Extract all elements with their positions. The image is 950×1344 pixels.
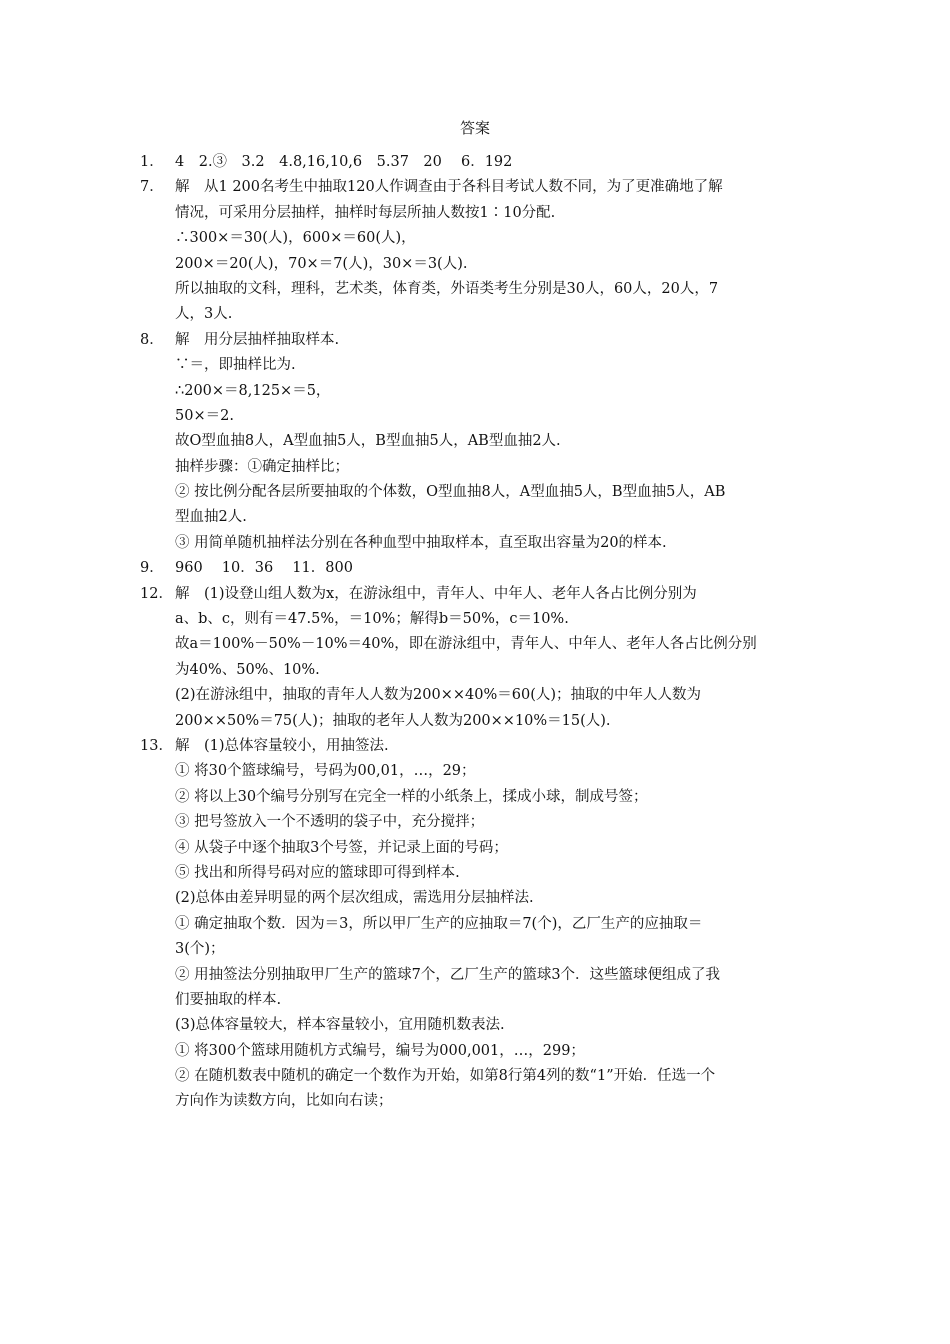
text-line xyxy=(140,759,820,784)
text-line xyxy=(140,607,820,632)
text-line xyxy=(140,556,820,581)
text-line xyxy=(140,861,820,886)
text-line xyxy=(140,505,820,530)
line-text: ⑤ 找出和所得号码对应的篮球即可得到样本. xyxy=(175,864,460,881)
line-text: 解 用分层抽样抽取样本. xyxy=(175,331,340,348)
text-line xyxy=(140,709,820,734)
item-number: 12． xyxy=(140,585,173,602)
item-number: 7． xyxy=(140,179,164,196)
line-text: ∴200×＝8,125×＝5， xyxy=(175,382,331,399)
line-text: ② 按比例分配各层所要抽取的个体数，O型血抽8人，A型血抽5人，B型血抽5人，AB xyxy=(175,484,726,501)
line-text: ② 在随机数表中随机的确定一个数作为开始，如第8行第4列的数“1”开始．任选一个 xyxy=(175,1068,716,1085)
text-line xyxy=(140,785,820,810)
text-line xyxy=(140,353,820,378)
line-text: a、b、c，则有＝47.5%，＝10%；解得b＝50%，c＝10%. xyxy=(175,611,569,628)
text-line xyxy=(140,455,820,480)
text-line xyxy=(140,1039,820,1064)
text-line xyxy=(140,1013,820,1038)
line-text: 抽样步骤：①确定抽样比； xyxy=(175,458,349,475)
line-text: 为40%、50%、10%. xyxy=(175,661,320,678)
text-line xyxy=(140,632,820,657)
text-line xyxy=(140,1089,820,1114)
line-text: ∵＝，即抽样比为. xyxy=(175,357,296,374)
line-text: ① 将300个篮球用随机方式编号，编号为000,001，…，299； xyxy=(175,1042,585,1059)
answer-content xyxy=(140,150,820,1115)
text-line xyxy=(140,302,820,327)
text-line xyxy=(140,328,820,353)
line-text: ④ 从袋子中逐个抽取3个号签，并记录上面的号码； xyxy=(175,839,508,856)
line-text: 人，3人. xyxy=(175,306,233,323)
text-line xyxy=(140,480,820,505)
item-number: 8． xyxy=(140,331,164,348)
text-line xyxy=(140,429,820,454)
item-number: 9． xyxy=(140,560,164,577)
line-text: 型血抽2人. xyxy=(175,509,247,526)
line-text: ∴300×＝30(人)，600×＝60(人)， xyxy=(175,230,416,247)
text-line xyxy=(140,226,820,251)
text-line xyxy=(140,150,820,175)
line-text: (2)总体由差异明显的两个层次组成，需选用分层抽样法. xyxy=(175,890,534,907)
line-text: 3(个)； xyxy=(175,941,225,958)
line-text: 960 10．36 11．800 xyxy=(175,560,353,577)
text-line xyxy=(140,277,820,302)
line-text: ③ 把号签放入一个不透明的袋子中，充分搅拌； xyxy=(175,814,485,831)
text-line xyxy=(140,252,820,277)
text-line xyxy=(140,404,820,429)
text-line xyxy=(140,175,820,200)
text-line xyxy=(140,963,820,988)
line-text: 50×＝2. xyxy=(175,407,234,424)
line-text: ① 将30个篮球编号，号码为00,01，…，29； xyxy=(175,763,476,780)
line-text: 方向作为读数方向，比如向右读； xyxy=(175,1093,393,1110)
item-number: 13． xyxy=(140,737,173,754)
text-line xyxy=(140,886,820,911)
line-text: 解 (1)设登山组人数为x，在游泳组中，青年人、中年人、老年人各占比例分别为 xyxy=(175,585,697,602)
line-text: 们要抽取的样本. xyxy=(175,991,282,1008)
line-text: 情况，可采用分层抽样，抽样时每层所抽人数按1∶10分配. xyxy=(175,204,556,221)
line-text: (2)在游泳组中，抽取的青年人人数为200××40%＝60(人)；抽取的中年人人数为 xyxy=(175,687,702,704)
text-line xyxy=(140,912,820,937)
text-line xyxy=(140,836,820,861)
text-line xyxy=(140,810,820,835)
line-text: 200×＝20(人)，70×＝7(人)，30×＝3(人). xyxy=(175,255,468,272)
text-line xyxy=(140,658,820,683)
line-text: ② 用抽签法分别抽取甲厂生产的篮球7个，乙厂生产的篮球3个．这些篮球便组成了我 xyxy=(175,966,721,983)
text-line xyxy=(140,201,820,226)
line-text: 故a＝100%－50%－10%＝40%，即在游泳组中，青年人、中年人、老年人各占比例分别 xyxy=(175,636,757,653)
text-line xyxy=(140,937,820,962)
text-line xyxy=(140,734,820,759)
line-text: 所以抽取的文科，理科，艺术类，体育类，外语类考生分别是30人，60人，20人，7 xyxy=(175,280,719,297)
text-line xyxy=(140,531,820,556)
text-line xyxy=(140,582,820,607)
line-text: 4 2.③ 3.2 4.8,16,10,6 5.37 20 6．192 xyxy=(175,154,513,170)
line-text: ① 确定抽取个数．因为＝3，所以甲厂生产的应抽取＝7(个)，乙厂生产的应抽取＝ xyxy=(175,915,703,932)
text-line xyxy=(140,1064,820,1089)
line-text: ③ 用简单随机抽样法分别在各种血型中抽取样本，直至取出容量为20的样本. xyxy=(175,534,667,551)
text-line xyxy=(140,379,820,404)
line-text: ② 将以上30个编号分别写在完全一样的小纸条上，揉成小球，制成号签； xyxy=(175,788,648,805)
text-line xyxy=(140,683,820,708)
page-title: 答案 xyxy=(459,119,490,137)
line-text: 解 (1)总体容量较小，用抽签法. xyxy=(175,737,389,754)
text-line xyxy=(140,988,820,1013)
line-text: 200××50%＝75(人)；抽取的老年人人数为200××10%＝15(人). xyxy=(175,712,611,729)
item-number: 1． xyxy=(140,154,164,170)
line-text: 故O型血抽8人，A型血抽5人，B型血抽5人，AB型血抽2人. xyxy=(175,433,561,450)
line-text: (3)总体容量较大，样本容量较小，宜用随机数表法. xyxy=(175,1017,505,1034)
line-text: 解 从1 200名考生中抽取120人作调查由于各科目考试人数不同，为了更准确地了解 xyxy=(175,179,723,196)
